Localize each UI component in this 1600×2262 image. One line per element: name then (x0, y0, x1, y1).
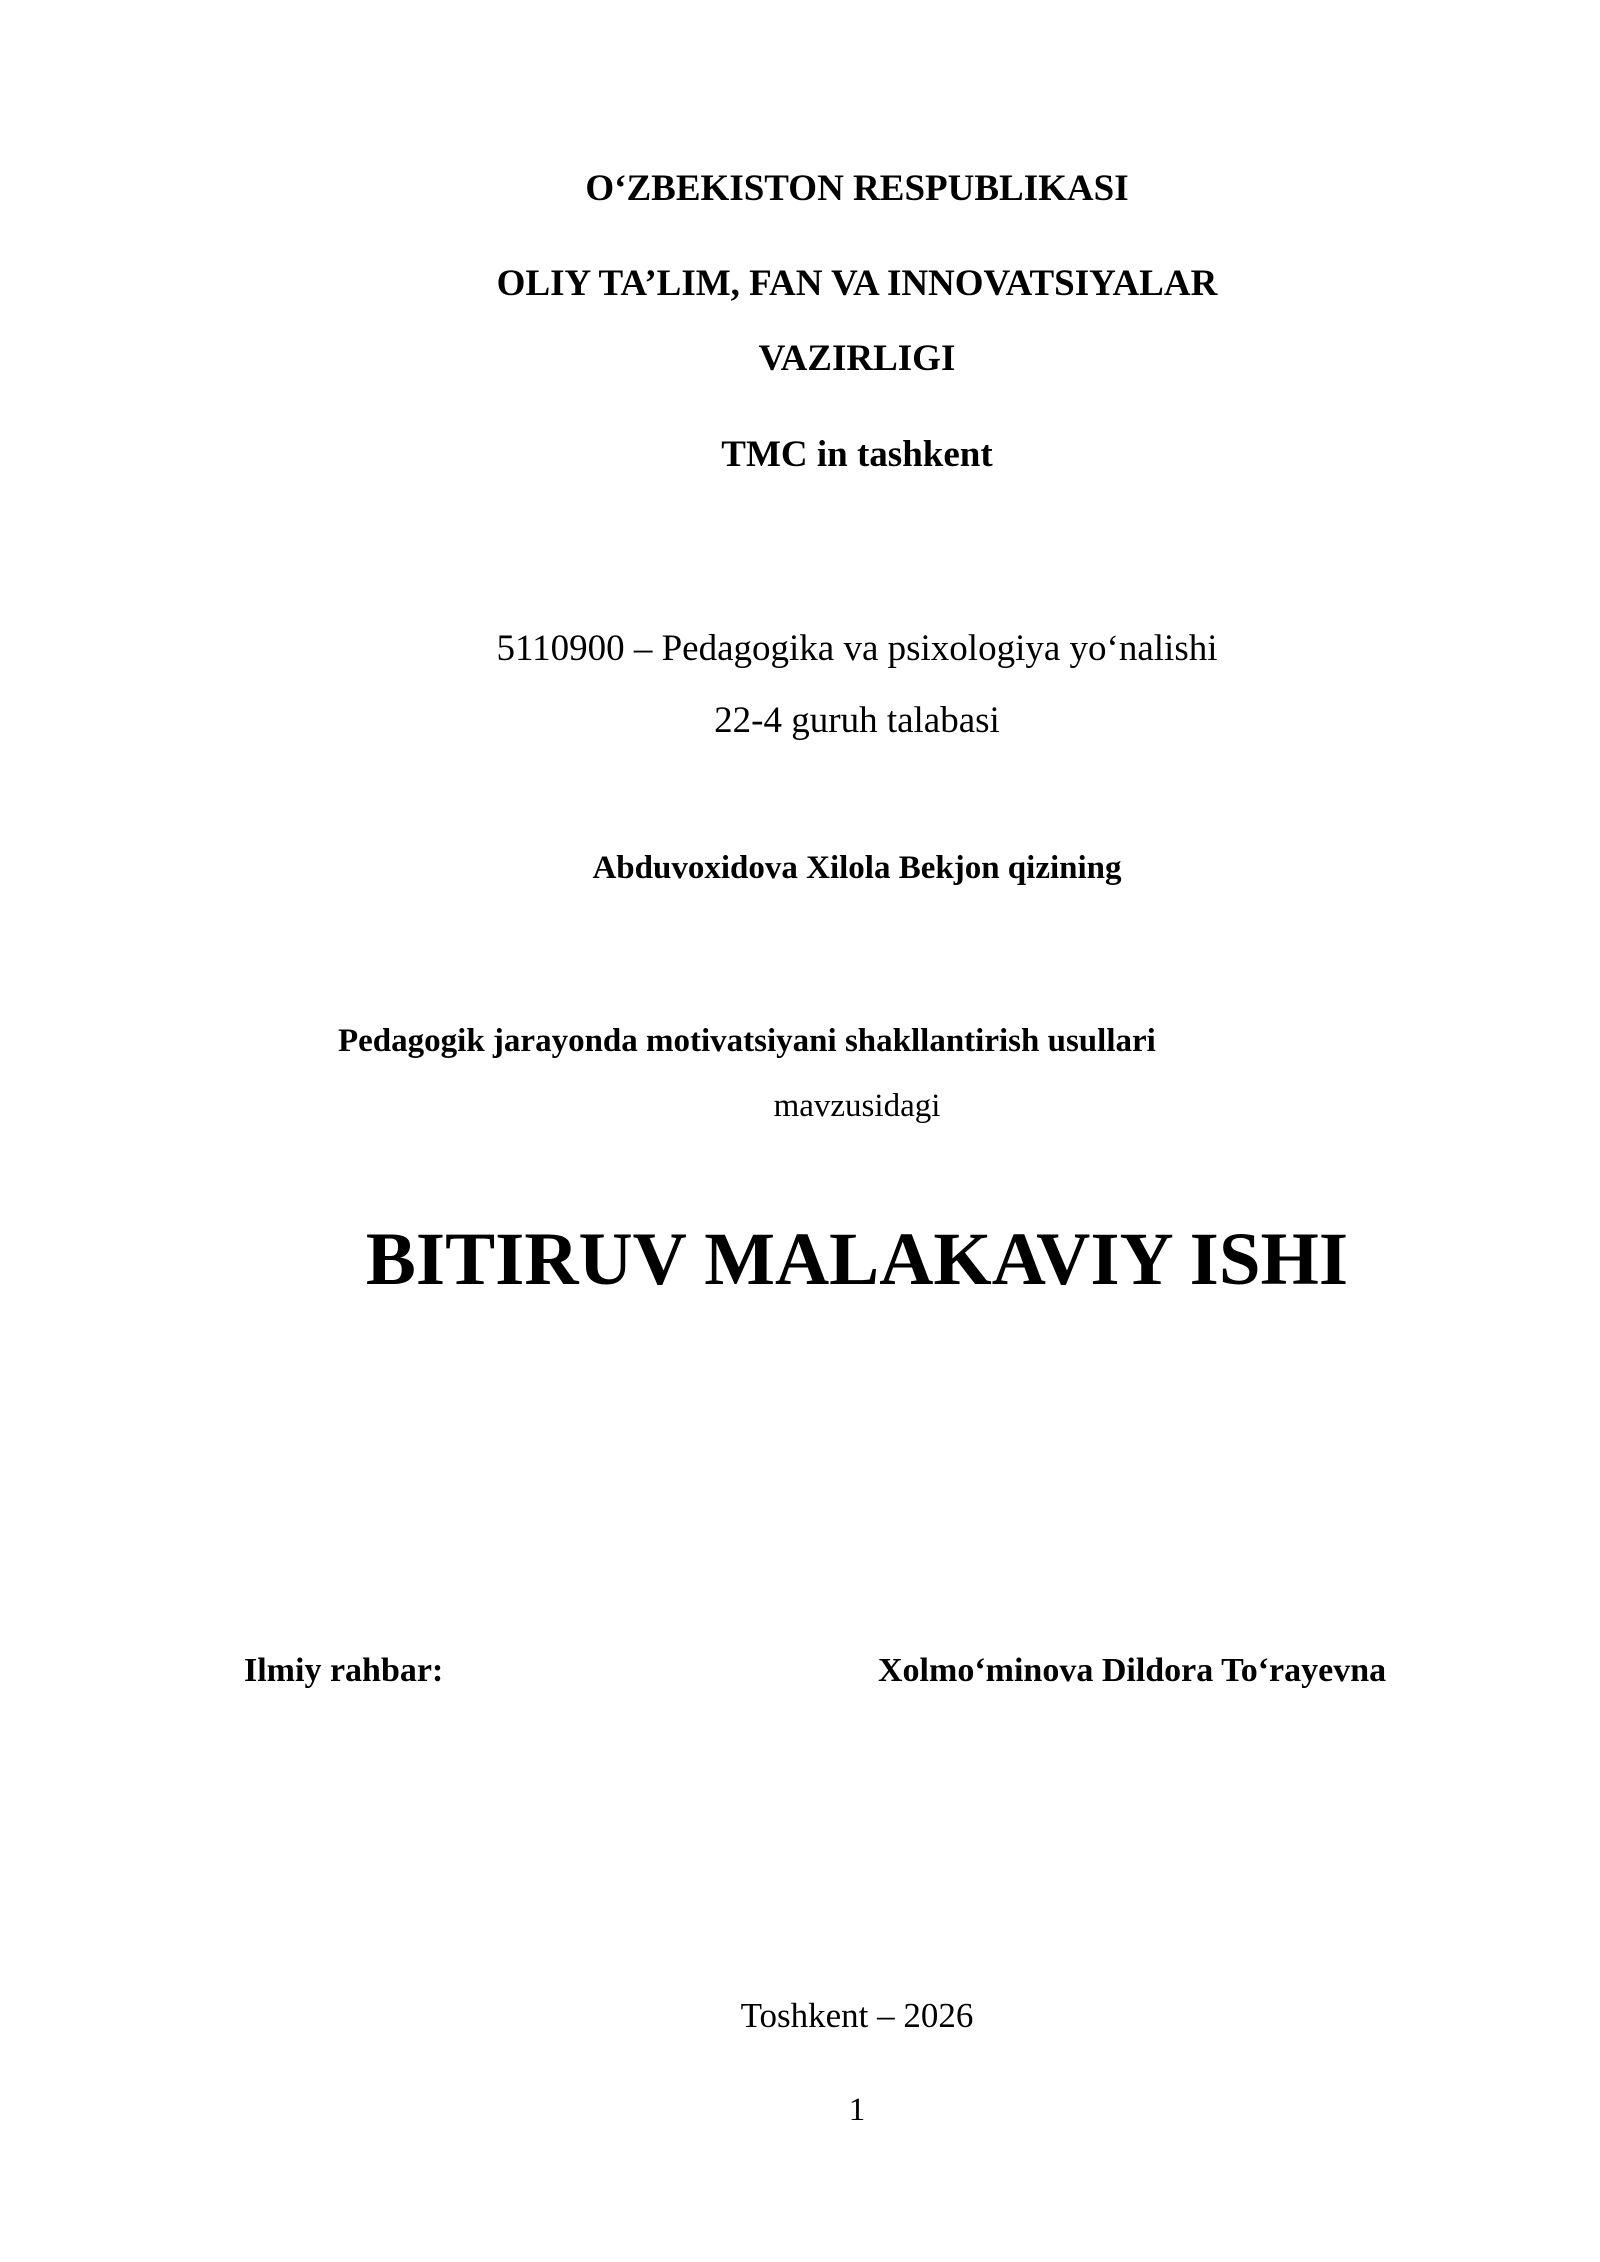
ministry-heading-line1: OLIY TA’LIM, FAN VA INNOVATSIYALAR (496, 263, 1218, 304)
supervisor-name: Xolmo‘minova Dildora To‘rayevna (878, 1652, 1387, 1689)
thesis-topic: Pedagogik jarayonda motivatsiyani shakllantirish usullari (338, 1023, 1156, 1059)
institution-name: TMC in tashkent (721, 434, 993, 475)
study-direction: 5110900 – Pedagogika va psixologiya yo‘nalishi (496, 628, 1218, 669)
student-name: Abduvoxidova Xilola Bekjon qizining (592, 850, 1122, 886)
city-year: Toshkent – 2026 (740, 1996, 974, 2035)
thesis-topic-suffix: mavzusidagi (773, 1088, 941, 1124)
ministry-heading-line2: VAZIRLIGI (758, 338, 956, 379)
student-group: 22-4 guruh talabasi (714, 700, 1000, 741)
work-type-title: BITIRUV MALAKAVIY ISHI (365, 1218, 1349, 1301)
page-number: 1 (848, 2092, 866, 2128)
country-heading: O‘ZBEKISTON RESPUBLIKASI (585, 168, 1129, 209)
supervisor-label: Ilmiy rahbar: (244, 1652, 444, 1689)
